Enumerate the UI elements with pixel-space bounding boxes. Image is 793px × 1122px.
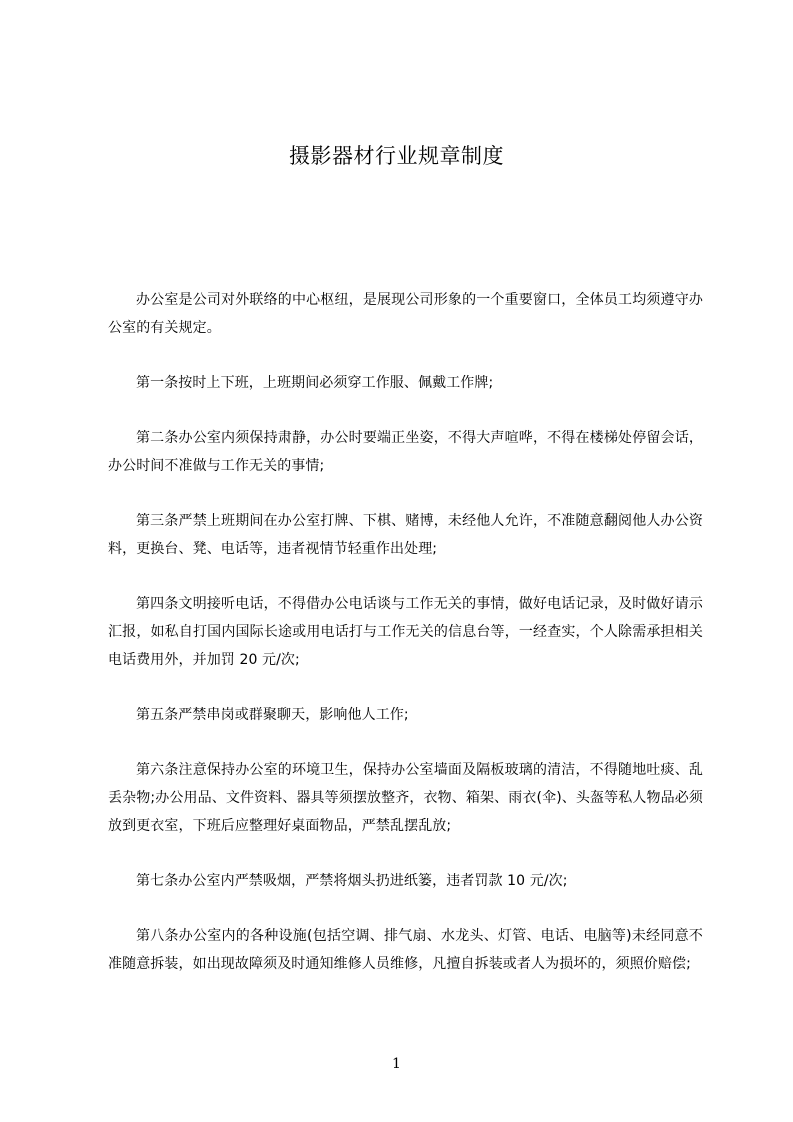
paragraph-article-2: 第二条办公室内须保持肃静，办公时要端正坐姿，不得大声喧哗，不得在楼梯处停留会话，办公时间不准做与工作无关的事情; (108, 430, 703, 474)
paragraph-article-6: 第六条注意保持办公室的环境卫生，保持办公室墙面及隔板玻璃的清洁，不得随地吐痰、乱丢杂物;办公用品、文件资料、器具等须摆放整齐，衣物、箱架、雨衣(伞)、头盔等私人物品必须放到更衣室，下班后应整理好桌面物品，严禁乱摆乱放; (108, 762, 703, 834)
document-title: 摄影器材行业规章制度 (289, 144, 504, 168)
paragraph-intro: 办公室是公司对外联络的中心枢纽，是展现公司形象的一个重要窗口，全体员工均须遵守办公室的有关规定。 (108, 292, 703, 336)
paragraph-article-8: 第八条办公室内的各种设施(包括空调、排气扇、水龙头、灯管、电话、电脑等)未经同意不准随意拆装，如出现故障须及时通知维修人员维修，凡擅自拆装或者人为损坏的，须照价赔偿; (108, 928, 703, 972)
page-number: 1 (392, 1056, 401, 1072)
paragraph-article-3: 第三条严禁上班期间在办公室打牌、下棋、赌博，未经他人允许，不准随意翻阅他人办公资料，更换台、凳、电话等，违者视情节轻重作出处理; (108, 513, 703, 557)
paragraph-article-1: 第一条按时上下班，上班期间必须穿工作服、佩戴工作牌; (136, 375, 494, 391)
paragraph-article-4: 第四条文明接听电话，不得借办公电话谈与工作无关的事情，做好电话记录，及时做好请示汇报，如私自打国内国际长途或用电话打与工作无关的信息台等，一经查实，个人除需承担相关电话费用外，并加罚 20 元/次; (108, 596, 703, 668)
paragraph-article-5: 第五条严禁串岗或群聚聊天，影响他人工作; (136, 707, 409, 723)
paragraph-article-7: 第七条办公室内严禁吸烟，严禁将烟头扔进纸篓，违者罚款 10 元/次; (136, 873, 568, 889)
document-body (108, 286, 703, 1005)
